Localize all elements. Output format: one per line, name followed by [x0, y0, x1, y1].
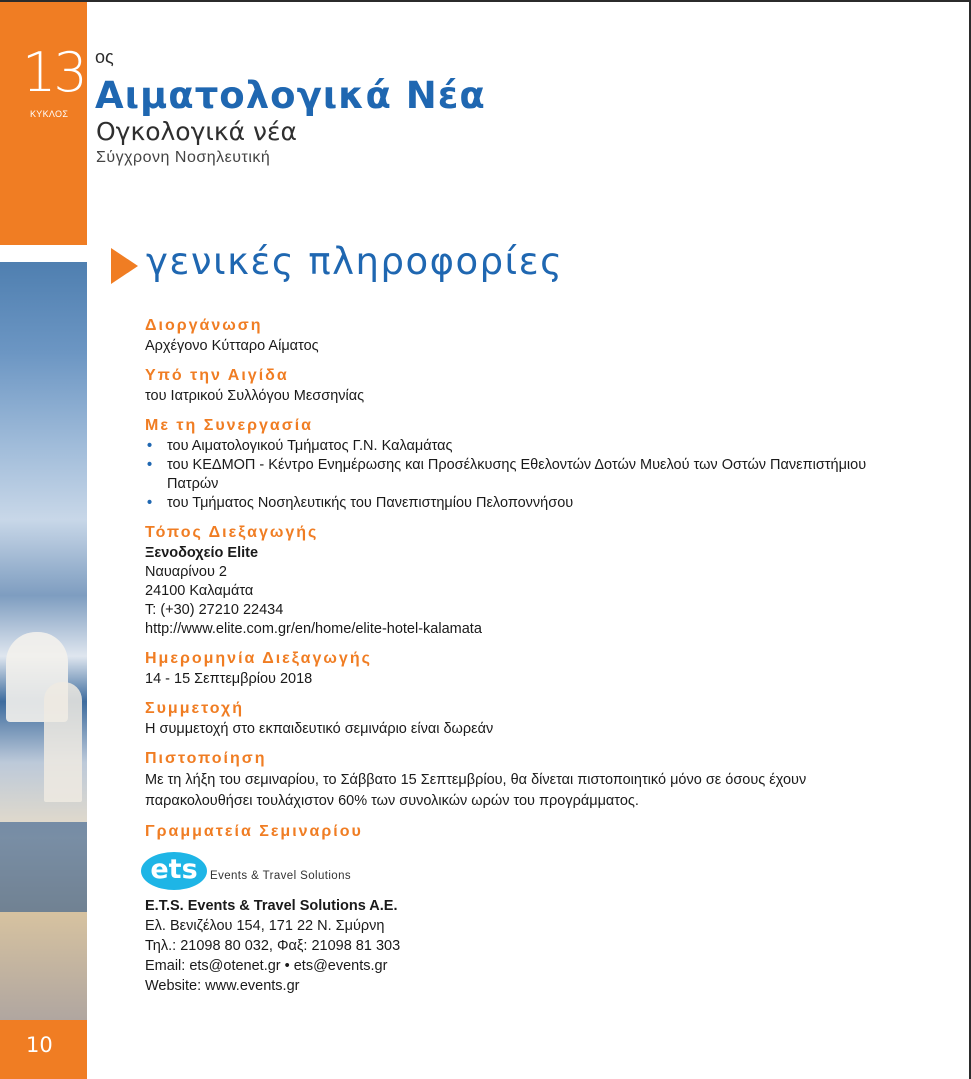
- top-rule: [0, 0, 971, 2]
- organization-block: [145, 316, 955, 356]
- cooperation-heading: Με τη Συνεργασία: [145, 417, 313, 434]
- venue-heading: Τόπος Διεξαγωγής: [145, 524, 319, 541]
- cycle-badge: [0, 2, 87, 245]
- venue-name: Ξενοδοχείο Elite: [145, 545, 259, 561]
- list-item: • του Αιματολογικού Τμήματος Γ.Ν. Καλαμάτας: [145, 437, 955, 456]
- ets-logo: [145, 850, 955, 890]
- secretariat-company: E.T.S. Events & Travel Solutions A.E.: [145, 898, 398, 914]
- venue-phone: Τ: (+30) 27210 22434: [145, 602, 284, 618]
- painting-shape-tower: [44, 682, 82, 802]
- participation-block: [145, 699, 955, 739]
- ets-logo-mark: ets: [141, 852, 207, 890]
- cooperation-list: [145, 437, 955, 513]
- venue-city: 24100 Καλαμάτα: [145, 583, 254, 599]
- list-item: • του ΚΕΔΜΟΠ - Κέντρο Ενημέρωσης και Προσέλκυσης Εθελοντών Δοτών Μυελού των Οστών Πανεπιστήμιου Πατρών: [145, 456, 867, 494]
- secretariat-heading: Γραμματεία Σεμιναρίου: [145, 823, 363, 840]
- cycle-suffix: ος: [95, 47, 114, 67]
- date-text: 14 - 15 Σεπτεμβρίου 2018: [145, 671, 313, 687]
- info-content: [145, 316, 955, 1006]
- certification-text: Με τη λήξη του σεμιναρίου, το Σάββατο 15 Σεπτεμβρίου, θα δίνεται πιστοποιητικό μόνο σε όσους έχουν παρακολουθήσει τουλάχιστον 60% των συνολικών ωρών του προγράμματος.: [145, 772, 807, 809]
- secretariat-address: Ελ. Βενιζέλου 154, 171 22 Ν. Σμύρνη: [145, 918, 385, 934]
- list-item: • του Τμήματος Νοσηλευτικής του Πανεπιστημίου Πελοποννήσου: [145, 494, 955, 513]
- page-subtitle-secondary: Σύγχρονη Νοσηλευτική: [96, 149, 271, 166]
- secretariat-website[interactable]: Website: www.events.gr: [145, 978, 300, 994]
- ets-logo-tagline: Events & Travel Solutions: [210, 870, 352, 882]
- certification-heading: Πιστοποίηση: [145, 750, 267, 767]
- cycle-label: ΚΥΚΛΟΣ: [30, 109, 69, 119]
- auspices-heading: Υπό την Αιγίδα: [145, 367, 289, 384]
- secretariat-block: [145, 822, 955, 996]
- auspices-block: [145, 366, 955, 406]
- date-heading: Ημερομηνία Διεξαγωγής: [145, 650, 372, 667]
- cycle-number: 13: [22, 41, 85, 104]
- page-number: 10: [26, 1033, 53, 1057]
- page-subtitle: Ογκολογικά νέα: [96, 117, 297, 146]
- cooperation-block: [145, 416, 955, 513]
- painting-shape-sea: [0, 822, 87, 912]
- venue-block: [145, 523, 955, 639]
- auspices-text: του Ιατρικού Συλλόγου Μεσσηνίας: [145, 388, 365, 404]
- secretariat-email[interactable]: Email: ets@otenet.gr • ets@events.gr: [145, 958, 388, 974]
- section-title: γενικές πληροφορίες: [146, 240, 564, 283]
- venue-url-link[interactable]: http://www.elite.com.gr/en/home/elite-hotel-kalamata: [145, 621, 482, 637]
- section-arrow-icon: [111, 248, 138, 284]
- participation-text: Η συμμετοχή στο εκπαιδευτικό σεμινάριο είναι δωρεάν: [145, 721, 494, 737]
- venue-address: Ναυαρίνου 2: [145, 564, 227, 580]
- certification-block: [145, 749, 955, 812]
- date-block: [145, 649, 955, 689]
- painting-illustration: [0, 262, 87, 1020]
- page-title: Αιματολογικά Νέα: [95, 74, 486, 117]
- organization-text: Αρχέγονο Κύτταρο Αίματος: [145, 338, 319, 354]
- participation-heading: Συμμετοχή: [145, 700, 244, 717]
- secretariat-phone: Τηλ.: 21098 80 032, Φαξ: 21098 81 303: [145, 938, 401, 954]
- organization-heading: Διοργάνωση: [145, 317, 263, 334]
